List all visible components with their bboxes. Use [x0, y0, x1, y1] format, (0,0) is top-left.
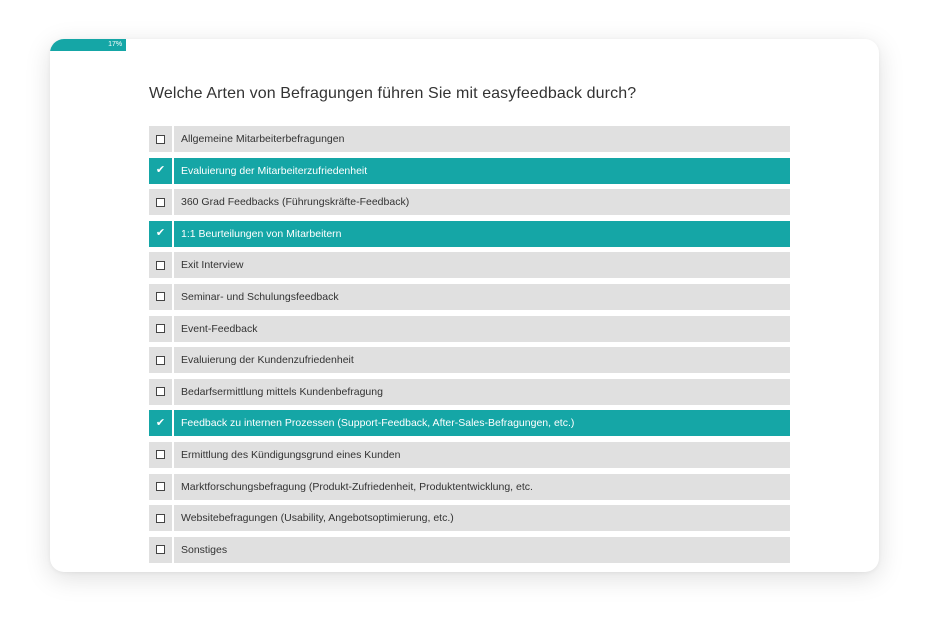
checkbox[interactable] — [149, 252, 172, 278]
option-item[interactable] — [149, 537, 790, 563]
checkbox-square-icon — [156, 135, 165, 144]
option-label[interactable]: Evaluierung der Mitarbeiterzufriedenheit — [174, 158, 790, 184]
option-label[interactable]: Marktforschungsbefragung (Produkt-Zufriedenheit, Produktentwicklung, etc. — [174, 474, 790, 500]
checkbox[interactable] — [149, 379, 172, 405]
options-list — [149, 126, 790, 568]
checkbox-checked[interactable] — [149, 158, 172, 184]
option-item[interactable] — [149, 126, 790, 152]
checkbox-square-icon — [156, 261, 165, 270]
option-label[interactable]: Sonstiges — [174, 537, 790, 563]
checkbox[interactable] — [149, 505, 172, 531]
checkbox[interactable] — [149, 284, 172, 310]
option-item[interactable] — [149, 316, 790, 342]
option-label[interactable]: Evaluierung der Kundenzufriedenheit — [174, 347, 790, 373]
checkbox-square-icon — [156, 292, 165, 301]
survey-card — [50, 39, 879, 572]
checkbox[interactable] — [149, 126, 172, 152]
option-label[interactable]: 1:1 Beurteilungen von Mitarbeitern — [174, 221, 790, 247]
checkbox-square-icon — [156, 514, 165, 523]
option-item[interactable] — [149, 442, 790, 468]
checkbox-square-icon — [156, 356, 165, 365]
option-label[interactable]: Seminar- und Schulungsfeedback — [174, 284, 790, 310]
option-label[interactable]: Exit Interview — [174, 252, 790, 278]
option-label[interactable]: Bedarfsermittlung mittels Kundenbefragung — [174, 379, 790, 405]
option-item[interactable] — [149, 347, 790, 373]
option-item[interactable] — [149, 284, 790, 310]
option-item[interactable] — [149, 221, 790, 247]
question-title: Welche Arten von Befragungen führen Sie mit easyfeedback durch? — [149, 85, 637, 102]
checkbox[interactable] — [149, 347, 172, 373]
checkbox-square-icon — [156, 450, 165, 459]
checkmark-icon: ✔ — [155, 164, 166, 177]
option-label[interactable]: Websitebefragungen (Usability, Angebotsoptimierung, etc.) — [174, 505, 790, 531]
option-label[interactable]: Ermittlung des Kündigungsgrund eines Kunden — [174, 442, 790, 468]
checkbox[interactable] — [149, 442, 172, 468]
option-item[interactable] — [149, 252, 790, 278]
option-item[interactable] — [149, 410, 790, 436]
progress-bar — [50, 39, 879, 51]
option-label[interactable]: Event-Feedback — [174, 316, 790, 342]
checkbox-checked[interactable] — [149, 410, 172, 436]
checkbox[interactable] — [149, 474, 172, 500]
checkbox[interactable] — [149, 537, 172, 563]
checkmark-icon: ✔ — [155, 227, 166, 240]
checkbox[interactable] — [149, 316, 172, 342]
checkbox-square-icon — [156, 545, 165, 554]
option-label[interactable]: 360 Grad Feedbacks (Führungskräfte-Feedback) — [174, 189, 790, 215]
option-label[interactable]: Feedback zu internen Prozessen (Support-Feedback, After-Sales-Befragungen, etc.) — [174, 410, 790, 436]
option-label[interactable]: Allgemeine Mitarbeiterbefragungen — [174, 126, 790, 152]
checkbox-checked[interactable] — [149, 221, 172, 247]
option-item[interactable] — [149, 505, 790, 531]
checkbox-square-icon — [156, 482, 165, 491]
checkbox-square-icon — [156, 387, 165, 396]
progress-bar-fill — [50, 39, 126, 51]
option-item[interactable] — [149, 474, 790, 500]
progress-label: 17% — [108, 41, 123, 48]
checkmark-icon: ✔ — [155, 416, 166, 429]
option-item[interactable] — [149, 189, 790, 215]
checkbox[interactable] — [149, 189, 172, 215]
checkbox-square-icon — [156, 324, 165, 333]
option-item[interactable] — [149, 379, 790, 405]
checkbox-square-icon — [156, 198, 165, 207]
option-item[interactable] — [149, 158, 790, 184]
